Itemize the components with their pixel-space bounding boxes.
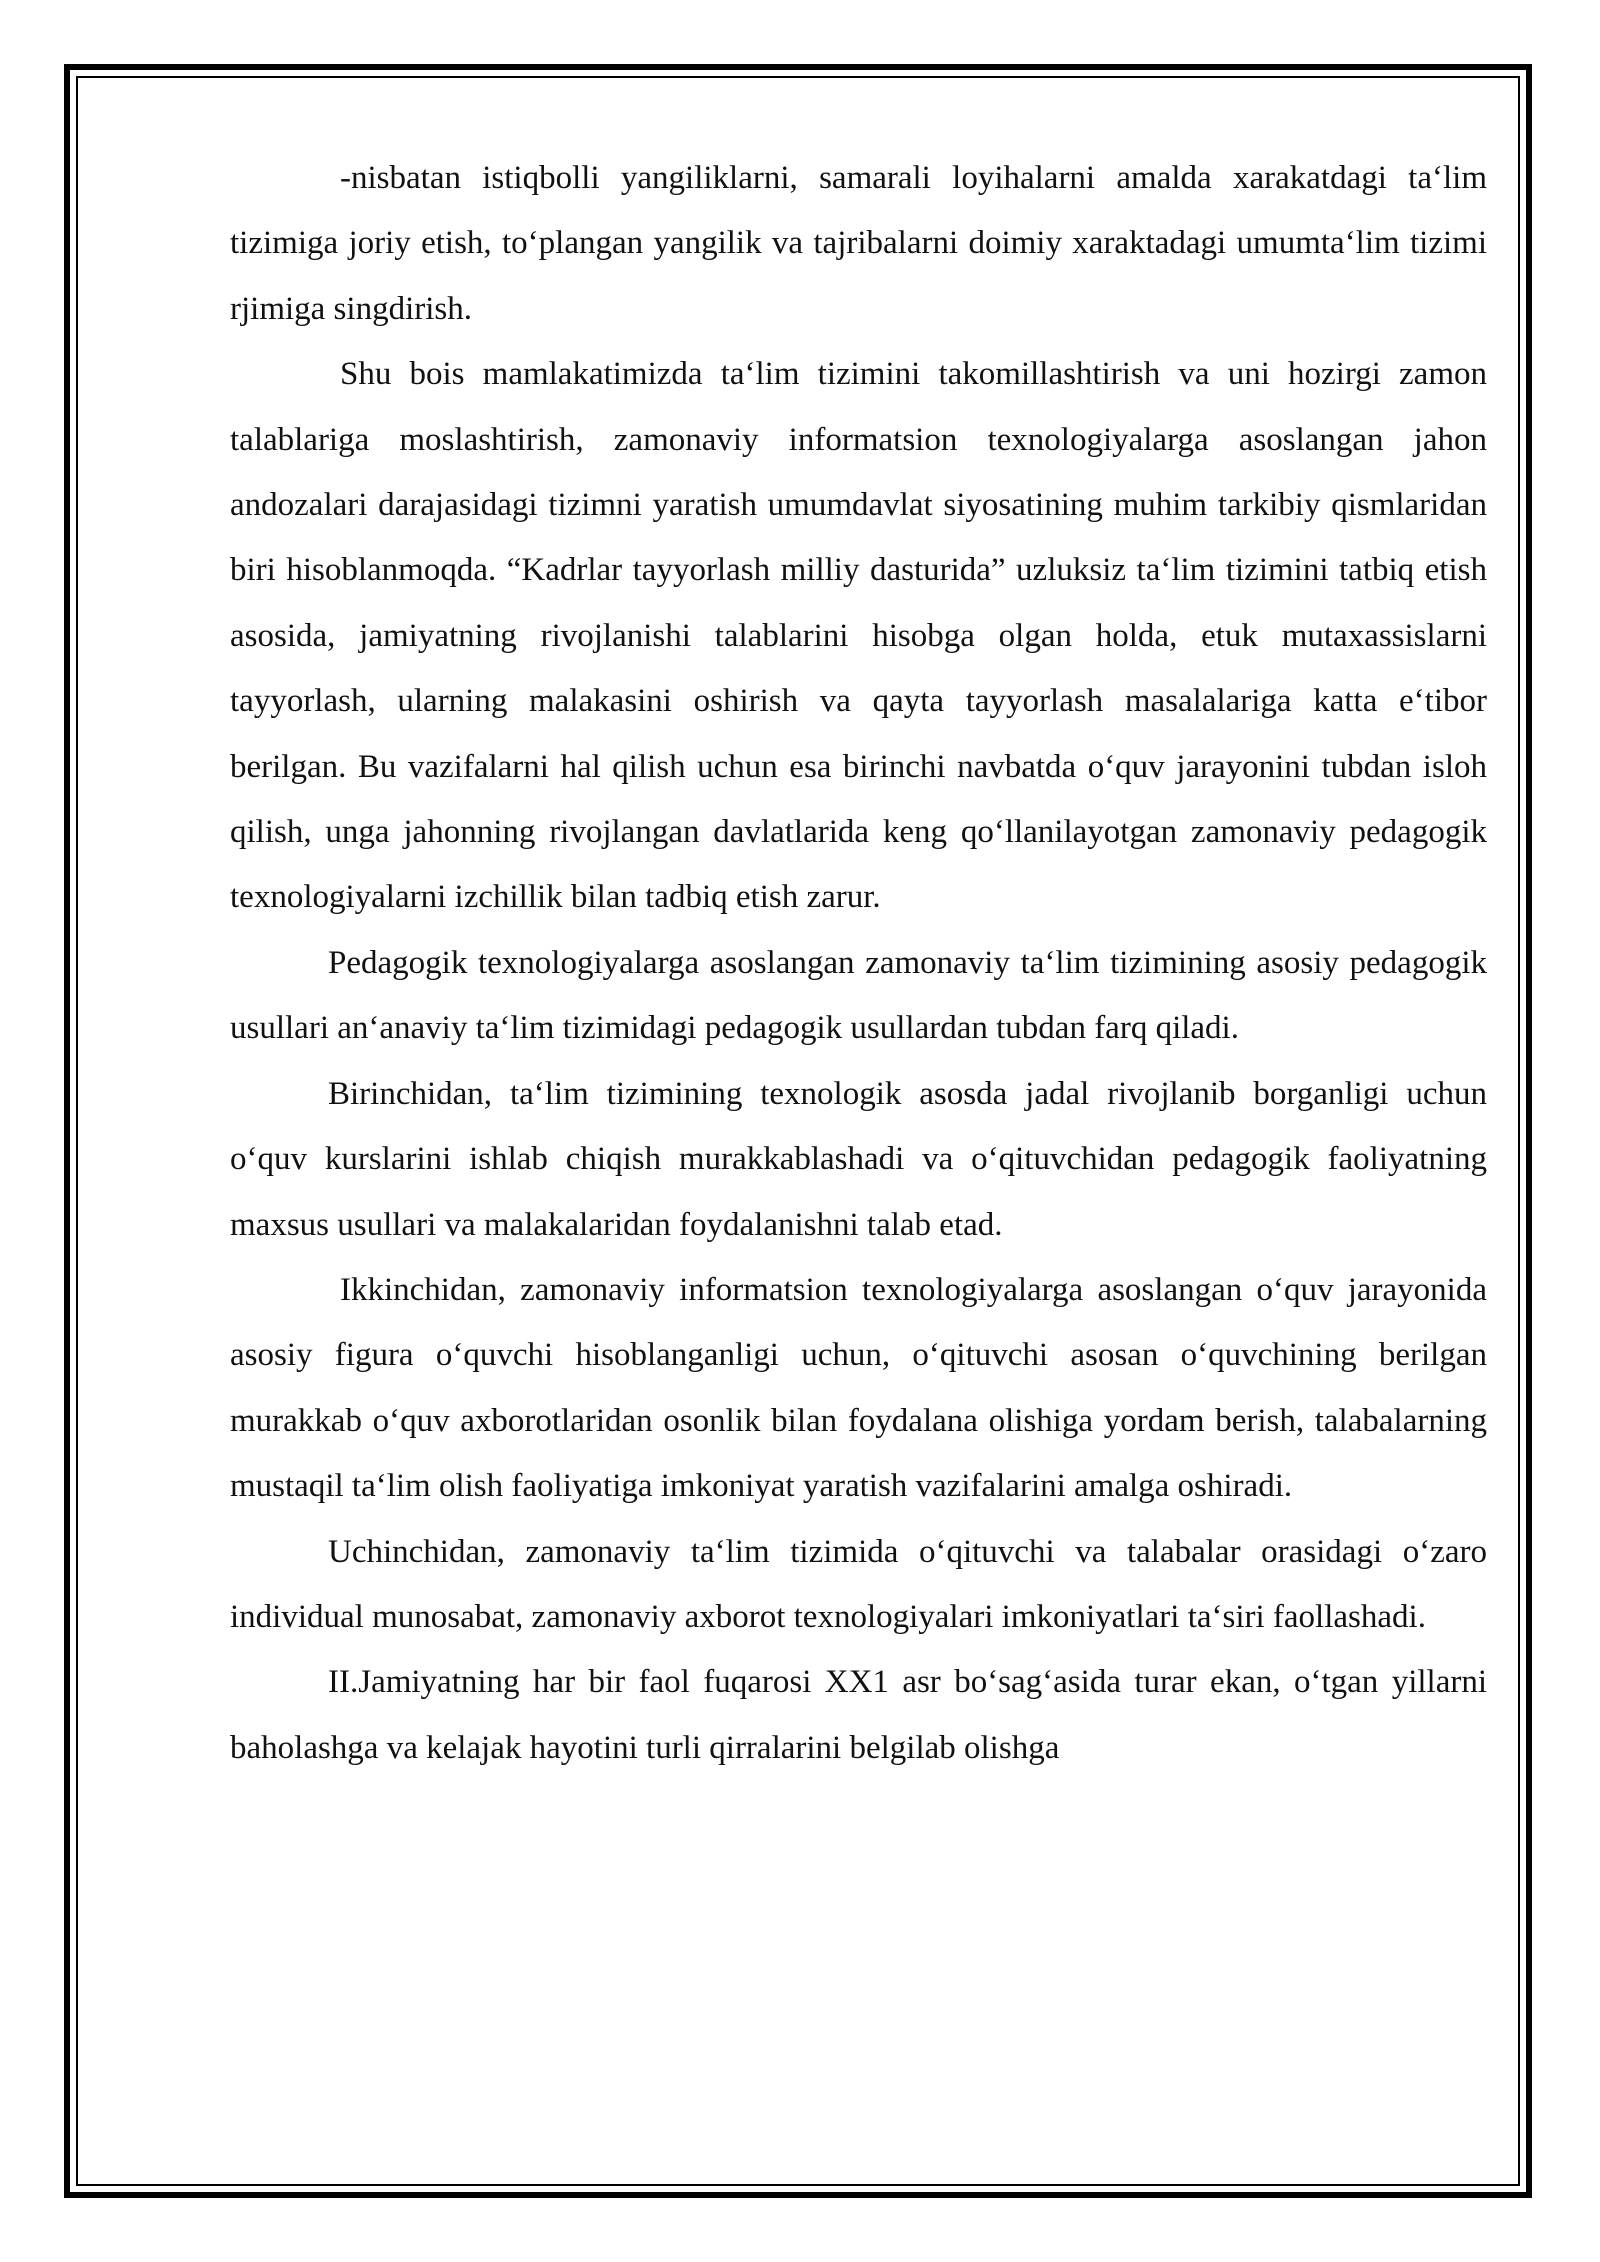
paragraph-continuation: -nisbatan istiqbolli yangiliklarni, samarali loyihalarni amalda xarakatdagi ta‘lim tizimiga joriy etish, to‘plangan yangilik va tajribalarni doimiy xaraktadagi umumta‘lim tizimi rjimiga singdirish. xyxy=(230,160,1487,327)
document-body xyxy=(230,146,1487,1781)
paragraph-pedagogical-methods: Pedagogik texnologiyalarga asoslangan zamonaviy ta‘lim tizimining asosiy pedagogik usullari an‘anaviy ta‘lim tizimidagi pedagogik usullardan tubdan farq qiladi. xyxy=(230,944,1487,1047)
paragraph-firstly: Birinchidan, ta‘lim tizimining texnologik asosda jadal rivojlanib borganligi uchun o‘quv kurslarini ishlab chiqish murakkablashadi va o‘qituvchidan pedagogik faoliyatning maxsus usullari va malakalaridan foydalanishni talab etad. xyxy=(230,1075,1487,1243)
paragraph-secondly: Ikkinchidan, zamonaviy informatsion texnologiyalarga asoslangan o‘quv jarayonida asosiy figura o‘quvchi hisoblanganligi uchun, o‘qituvchi asosan o‘quvchining berilgan murakkab o‘quv axborotlaridan osonlik bilan foydalana olishiga yordam berish, talabalarning mustaqil ta‘lim olish faoliyatiga imkoniyat yaratish vazifalarini amalga oshiradi. xyxy=(230,1271,1487,1505)
paragraph-national-policy: Shu bois mamlakatimizda ta‘lim tizimini takomillashtirish va uni hozirgi zamon talablariga moslashtirish, zamonaviy informatsion texnologiyalarga asoslangan jahon andozalari darajasidagi tizimni yaratish umumdavlat siyosatining muhim tarkibiy qismlaridan biri hisoblanmoqda. “Kadrlar tayyorlash milliy dasturida” uzluksiz ta‘lim tizimini tatbiq etish asosida, jamiyatning rivojlanishi talablarini hisobga olgan holda, etuk mutaxassislarni tayyorlash, ularning malakasini oshirish va qayta tayyorlash masalalariga katta e‘tibor berilgan. Bu vazifalarni hal qilish uchun esa birinchi navbatda o‘quv jarayonini tubdan isloh qilish, unga jahonning rivojlangan davlatlarida keng qo‘llanilayotgan zamonaviy pedagogik texnologiyalarni izchillik bilan tadbiq etish zarur. xyxy=(230,356,1487,916)
paragraph-thirdly: Uchinchidan, zamonaviy ta‘lim tizimida o‘qituvchi va talabalar orasidagi o‘zaro individual munosabat, zamonaviy axborot texnologiyalari imkoniyatlari ta‘siri faollashadi. xyxy=(230,1533,1487,1635)
paragraph-section-two: II.Jamiyatning har bir faol fuqarosi XX1 asr bo‘sag‘asida turar ekan, o‘tgan yillarni baholashga va kelajak hayotini turli qirralarini belgilab olishga xyxy=(230,1664,1487,1766)
